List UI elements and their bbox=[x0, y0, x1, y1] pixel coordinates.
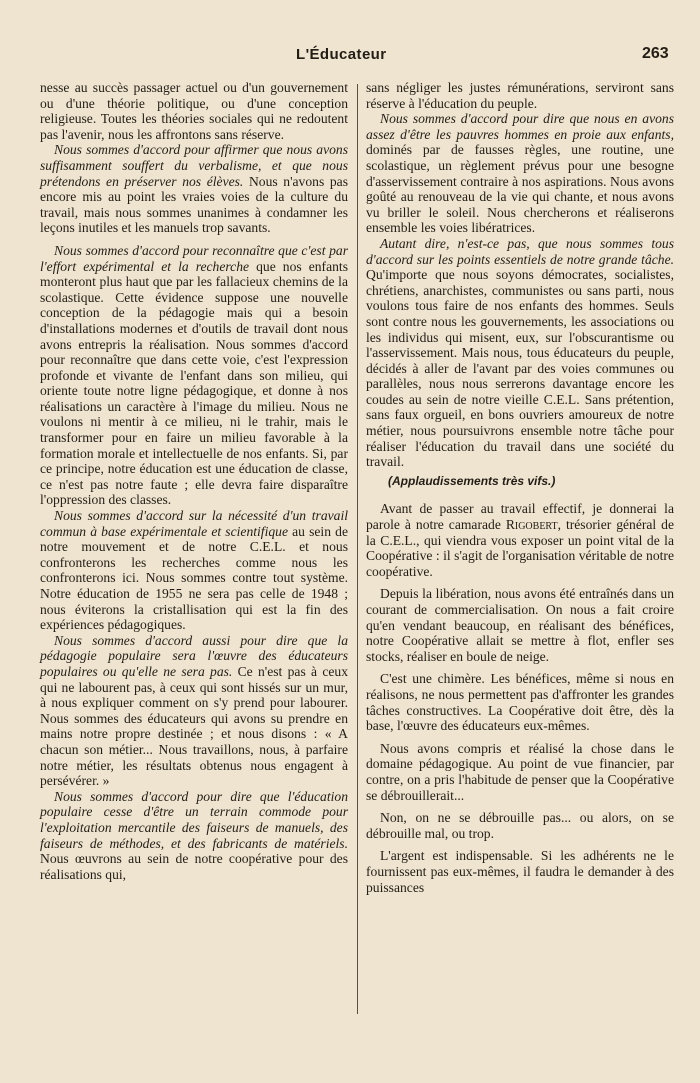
paragraph: L'argent est indispensable. Si les adhérents ne le fournissent pas eux-mêmes, il faudra le demander à des puissances bbox=[366, 848, 674, 895]
paragraph: Nous sommes d'accord sur la nécessité d'un travail commun à base expérimentale et scientifique au sein de notre mouvement et de notre C.E.L. et nous confronterons les recherches comme nous les confronterons ici. Nous sommes contre tout système. Notre éducation de 1955 ne sera pas celle de 1948 ; nous éviterons la cristallisation qui est la fin des expériences pédagogiques. bbox=[40, 508, 348, 633]
person-name: Rigobert bbox=[505, 517, 558, 533]
paragraph: sans négliger les justes rémunérations, serviront sans réserve à l'éducation du peuple. bbox=[366, 80, 674, 111]
running-title: L'Éducateur bbox=[296, 46, 387, 63]
paragraph: nesse au succès passager actuel ou d'un gouvernement ou d'une théorie politique, ou d'une conception religieuse. Toutes les théories sociales qui ne redoutent pas l'avenir, nous les affrontons sans réserve. bbox=[40, 80, 348, 142]
paragraph: Nous sommes d'accord aussi pour dire que la pédagogie populaire sera l'œuvre des éducateurs populaires ou qu'elle ne sera pas. Ce n'est pas à ceux qui ne labourent pas, à ceux qui sont hissés sur un mur, à nous expliquer comment on s'y prend pour labourer. Nous sommes des éducateurs qui avons su prendre en mains notre propre destinée ; et nous disons : « A chacun son métier... Nous travaillons, nous, à parfaire notre métier, les résultats obtenus nous engagent à persévérer. » bbox=[40, 632, 348, 789]
page-header bbox=[0, 42, 700, 68]
paragraph: Nous avons compris et réalisé la chose dans le domaine pédagogique. Au point de vue financier, par contre, on a pris l'habitude de penser que la Coopérative se débrouillerait... bbox=[366, 740, 674, 803]
applause-note: (Applaudissements très vifs.) bbox=[388, 473, 556, 488]
paragraph: Nous sommes d'accord pour dire que l'éducation populaire cesse d'être un terrain commode pour l'exploitation mercantile des faiseurs de manuels, des faiseurs de méthodes, et des fabricants de matériels. Nous œuvrons au sein de notre coopérative pour des réalisations qui, bbox=[40, 788, 348, 882]
paragraph: Autant dire, n'est-ce pas, que nous sommes tous d'accord sur les points essentiels de notre grande tâche. Qu'importe que nous soyons démocrates, socialistes, chrétiens, anarchistes, communistes ou sans parti, nous voulons tous faire de nos enfants des hommes. Seuls sont contre nous les gouvernements, les associations ou les individus qui misent, eux, sur l'obscurantisme ou l'asservissement. Mais nous, tous éducateurs du peuple, décidés à aller de l'avant par des voies communes ou parallèles, nous nous serrerons davantage encore les coudes au sein de notre vieille C.E.L. Sans prétention, sans faux orgueil, en bons ouvriers amoureux de notre métier, nous poursuivrons ensemble notre tâche pour réaliser l'éducation du travail dans une société du travail. bbox=[366, 235, 674, 470]
paragraph: Nous sommes d'accord pour dire que nous en avons assez d'être les pauvres hommes en proie aux enfants, dominés par de fausses règles, une routine, une scolastique, un règlement prévus pour une besogne d'asservissement contraire à nos aspirations. Nous avons goûté au renouveau de la vie qui chante, et nous avons vu briller le soleil. Nous chercherons et réaliserons ensemble les voies libératrices. bbox=[366, 111, 674, 236]
paragraph: C'est une chimère. Les bénéfices, même si nous en réalisons, ne nous permettent pas d'affronter les grandes tâches constructives. La Coopérative doit être, dès la base, l'œuvre des éducateurs eux-mêmes. bbox=[366, 671, 674, 734]
paragraph: Avant de passer au travail effectif, je donnerai la parole à notre camarade Rigobert, trésorier général de la C.E.L., qui viendra vous exposer un point vital de la Coopérative : il s'agit de l'organisation véritable de notre coopérative. bbox=[366, 501, 674, 579]
right-column bbox=[366, 80, 674, 895]
paragraph: Depuis la libération, nous avons été entraînés dans un courant de commercialisation. On nous a fait croire qu'en vendant beaucoup, en réalisant des bénéfices, notre Coopérative allait se mettre à flot, enfler ses stocks, réaliser en boule de neige. bbox=[366, 586, 674, 664]
page-number: 263 bbox=[642, 45, 669, 62]
paragraph: Non, on ne se débrouille pas... ou alors, on se débrouille mal, ou trop. bbox=[366, 810, 674, 841]
column-divider bbox=[357, 84, 358, 1014]
left-column bbox=[40, 80, 348, 882]
paragraph: Nous sommes d'accord pour reconnaître que c'est par l'effort expérimental et la recherche que nos enfants monteront plus haut que par les fallacieux chemins de la scolastique. Cette évidence suppose une nouvelle conception de la pédagogie mais qui a besoin d'installations modernes et d'outils de travail dont nous avons entrepris la réalisation. Nous sommes d'accord pour reconnaître que dans cette voie, c'est l'expression profonde et vivante de l'enfant dans son milieu, qui oriente toute notre ligne pédagogique, et donne à nos réalisations un caractère à l'image du milieu. Nous ne voulons ni mentir à ce milieu, ni le trahir, mais le transformer pour en faire un milieu favorable à la formation morale et intellectuelle de nos enfants. Si, par ce principe, notre éducation est une éducation de classe, ce n'est pas notre faute ; elle devra faire disparaître l'oppression des classes. bbox=[40, 242, 348, 508]
paragraph: Nous sommes d'accord pour affirmer que nous avons suffisamment souffert du verbalisme, et que nous prétendons en préserver nos élèves. Nous n'avons pas encore mis au point les vraies voies de la culture du travail, mais nous sommes unanimes à condamner les leçons inutiles et les manuels trop savants. bbox=[40, 142, 348, 236]
